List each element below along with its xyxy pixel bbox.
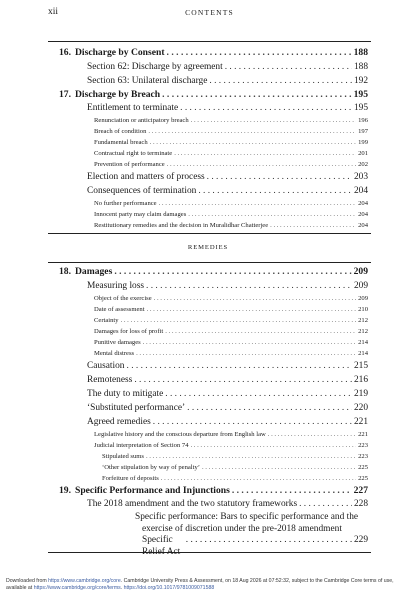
download-footer: Downloaded from https://www.cambridge.org/core. Cambridge University Press & Assessment, on 18 Aug 2026 at 07:52:32, subject to the Cambridge Core terms of use, available at https://www.cambridge.org/core/terms. https://doi.org/10.1017/9781009071588: [6, 578, 394, 591]
footer-link[interactable]: https://www.cambridge.org/core/terms: [33, 585, 121, 591]
toc-subentry[interactable]: Certainty . . . 212: [48, 314, 371, 327]
toc-subentry[interactable]: Contractual right to terminate . . . 201: [48, 147, 371, 160]
chapter-title: Damages: [75, 266, 113, 277]
page-header: [48, 7, 371, 19]
toc-box-discharge: [48, 41, 371, 234]
toc-subsubentry[interactable]: Stipulated sums . . . 223: [48, 450, 371, 463]
toc-subsubentry[interactable]: Forfeiture of deposits . . . 225: [48, 472, 371, 485]
toc-subentry[interactable]: Legislative history and the conscious departure from English law . . . 221: [48, 428, 371, 441]
toc-subentry[interactable]: Judicial interpretation of Section 74 . . . 223: [48, 439, 371, 452]
footer-link[interactable]: https://doi.org/10.1017/9781009071588: [123, 585, 215, 591]
toc-entry[interactable]: Causation . . . 215: [48, 360, 371, 373]
toc-subentry[interactable]: Restitutionary remedies and the decision in Muralidhar Chatterjee . . . 204: [48, 219, 371, 232]
toc-subentry[interactable]: Mental distress . . . 214: [48, 347, 371, 360]
chapter-title: Discharge by Consent: [75, 47, 165, 58]
page-ref: 188: [353, 47, 368, 58]
toc-entry[interactable]: Entitlement to terminate . . . 195: [48, 102, 371, 115]
toc-chapter-16[interactable]: 16. Discharge by Consent . . . 188: [48, 46, 371, 59]
chapter-title: Discharge by Breach: [75, 89, 161, 100]
toc-entry[interactable]: Section 62: Discharge by agreement . . . 188: [48, 61, 371, 74]
toc-entry[interactable]: Election and matters of process . . . 203: [48, 171, 371, 184]
footer-link[interactable]: https://www.cambridge.org/core: [48, 578, 121, 584]
toc-entry[interactable]: Remoteness . . . 216: [48, 374, 371, 387]
toc-subentry[interactable]: Fundamental breach . . . 199: [48, 136, 371, 149]
toc-entry[interactable]: Agreed remedies . . . 221: [48, 416, 371, 429]
toc-chapter-17[interactable]: 17. Discharge by Breach . . . 195: [48, 88, 371, 101]
toc-entry-multiline[interactable]: Specific performance: Bars to specific performance and the exercise of discretion under the pre-2018 amendment Specific Relief Act . . . 229: [135, 512, 368, 558]
toc-entry[interactable]: The 2018 amendment and the two statutory frameworks . . . 228: [48, 498, 371, 511]
toc-entry[interactable]: Section 63: Unilateral discharge . . . 192: [48, 75, 371, 88]
toc-chapter-18[interactable]: 18. Damages . . . 209: [48, 265, 371, 278]
toc-chapter-19[interactable]: 19. Specific Performance and Injunctions . . . 227: [48, 484, 371, 497]
toc-subentry[interactable]: No further performance . . . 204: [48, 197, 371, 210]
running-title: CONTENTS: [185, 8, 234, 17]
toc-subentry[interactable]: Innocent party may claim damages . . . 204: [48, 208, 371, 221]
toc-subentry[interactable]: Damages for loss of profit . . . 212: [48, 325, 371, 338]
toc-box-remedies: [48, 262, 371, 557]
page-number: xii: [48, 7, 59, 17]
toc-subentry[interactable]: Renunciation or anticipatory breach . . . 196: [48, 114, 371, 127]
toc-entry[interactable]: ‘Substituted performance’ . . . 220: [48, 402, 371, 415]
toc-subentry[interactable]: Object of the exercise . . . 209: [48, 292, 371, 305]
toc-subentry[interactable]: Prevention of performance . . . 202: [48, 158, 371, 171]
toc-subentry[interactable]: Punitive damages . . . 214: [48, 336, 371, 349]
dot-leader: [167, 46, 352, 59]
remedies-heading: REMEDIES: [187, 244, 229, 251]
chapter-title: Specific Performance and Injunctions: [75, 485, 230, 496]
toc-entry[interactable]: Measuring loss . . . 209: [48, 280, 371, 293]
toc-entry[interactable]: The duty to mitigate . . . 219: [48, 388, 371, 401]
toc-subsubentry[interactable]: ‘Other stipulation by way of penalty’ . . . 225: [48, 461, 371, 474]
toc-subentry[interactable]: Breach of condition . . . 197: [48, 125, 371, 138]
toc-subentry[interactable]: Date of assessment . . . 210: [48, 303, 371, 316]
toc-entry[interactable]: Consequences of termination . . . 204: [48, 185, 371, 198]
